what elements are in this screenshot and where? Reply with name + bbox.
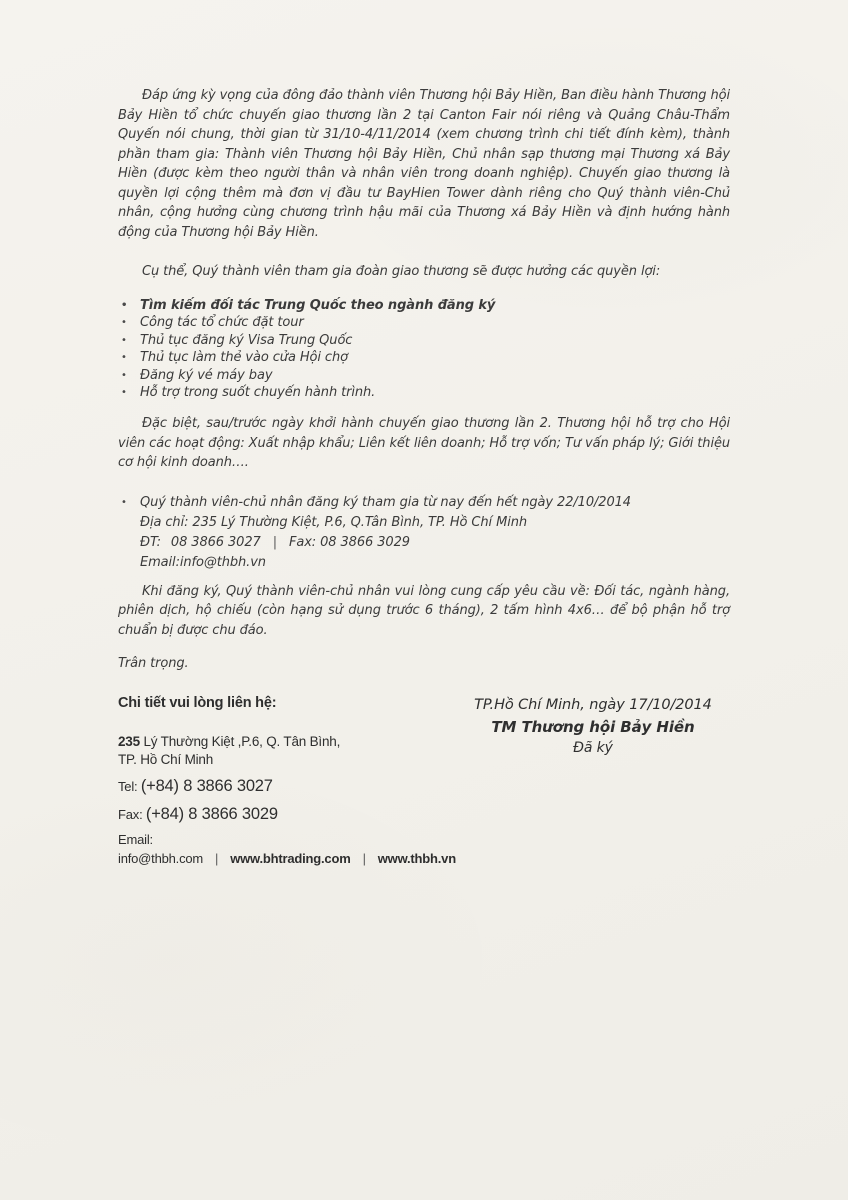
website-bhtrading: www.bhtrading.com <box>230 850 351 866</box>
contact-heading: Chi tiết vui lòng liên hệ: <box>118 694 277 711</box>
benefits-list <box>118 297 730 403</box>
signature-block <box>456 694 730 759</box>
benefit-item: • Thủ tục đăng ký Visa Trung Quốc <box>118 332 730 350</box>
email-label: Email: <box>118 831 153 847</box>
benefits-intro: Cụ thể, Quý thành viên tham gia đoàn giao thương sẽ được hưởng các quyền lợi: <box>142 264 661 279</box>
signature-on-behalf: TM Thương hội Bảy Hiền <box>491 717 695 736</box>
contact-address-line2: TP. Hồ Chí Minh <box>118 752 214 768</box>
special-paragraph: Đặc biệt, sau/trước ngày khởi hành chuyến giao thương lần 2. Thương hội hỗ trợ cho Hội viên các hoạt động: Xuất nhập khẩu; Liên kết liên doanh; Hỗ trợ vốn; Tư vấn pháp lý; Giới thiệu cơ hội kinh doanh…. <box>118 416 730 471</box>
registration-phone-line <box>118 533 730 553</box>
contact-fax-line <box>118 803 456 826</box>
benefit-item: • Đăng ký vé máy bay <box>118 367 730 385</box>
separator: | <box>362 850 366 866</box>
tel-value: (+84) 8 3866 3027 <box>140 776 273 795</box>
email-value: info@thbh.com <box>118 850 204 866</box>
benefit-item: • Công tác tổ chức đặt tour <box>118 314 730 332</box>
phone-label: ĐT: <box>140 534 161 550</box>
fax-label: Fax: <box>118 806 146 822</box>
benefit-item: • Tìm kiếm đối tác Trung Quốc theo ngành đăng ký <box>118 297 730 315</box>
website-thbh: www.thbh.vn <box>377 850 456 866</box>
separator: | <box>272 534 277 550</box>
registration-address: Địa chỉ: 235 Lý Thường Kiệt, P.6, Q.Tân Bình, TP. Hồ Chí Minh <box>140 514 527 530</box>
benefit-item: • Thủ tục làm thẻ vào cửa Hội chợ <box>118 349 730 367</box>
registration-block <box>118 493 730 573</box>
contact-block <box>118 694 456 868</box>
contact-email-line <box>118 830 456 868</box>
intro-paragraph: Đáp ứng kỳ vọng của đông đảo thành viên Thương hội Bảy Hiền, Ban điều hành Thương hội Bảy Hiền tổ chức chuyến giao thương lần 2 tại Canton Fair nói riêng và Quảng Châu-Thẩm Quyến nói chung, thời gian từ 31/10-4/11/2014 (xem chương trình chi tiết đính kèm), thành phần tham gia: Thành viên Thương hội Bảy Hiền, Chủ nhân sạp thương mại Thương xá Bảy Hiền (được kèm theo người thân và nhân viên trong doanh nghiệp). Chuyến giao thương là quyền lợi cộng thêm mà đơn vị đầu tư BayHien Tower dành riêng cho Quý thành viên-Chủ nhân, cộng hưởng cùng chương trình hậu mãi của Thương xá Bảy Hiền và định hướng hành động của Thương hội Bảy Hiền. <box>118 88 730 240</box>
address-street: Lý Thường Kiệt ,P.6, Q. Tân Bình, <box>139 733 341 749</box>
signature-place-date: TP.Hồ Chí Minh, ngày 17/10/2014 <box>474 696 712 713</box>
fax-label: Fax: <box>288 534 317 550</box>
tel-label: Tel: <box>118 778 141 794</box>
closing-text: Trân trọng. <box>118 656 189 672</box>
phone-value: 08 3866 3027 <box>170 534 261 550</box>
fax-value: 08 3866 3029 <box>320 534 410 550</box>
fax-value: (+84) 8 3866 3029 <box>145 804 278 823</box>
address-number: 235 <box>118 733 140 749</box>
note-paragraph: Khi đăng ký, Quý thành viên-chủ nhân vui lòng cung cấp yêu cầu về: Đối tác, ngành hàng, phiên dịch, hộ chiếu (còn hạng sử dụng trước 6 tháng), 2 tấm hình 4x6… để bộ phận hỗ trợ chuẩn bị được chu đáo. <box>118 583 730 638</box>
contact-address-line1 <box>118 733 456 752</box>
registration-email: Email:info@thbh.vn <box>140 554 266 570</box>
benefit-item: • Hỗ trợ trong suốt chuyến hành trình. <box>118 384 730 402</box>
signature-signed: Đã ký <box>573 739 613 756</box>
registration-deadline: • Quý thành viên-chủ nhân đăng ký tham gia từ nay đến hết ngày 22/10/2014 <box>118 493 730 513</box>
letter-footer <box>118 694 730 868</box>
separator: | <box>215 850 219 866</box>
contact-tel-line <box>118 775 456 798</box>
